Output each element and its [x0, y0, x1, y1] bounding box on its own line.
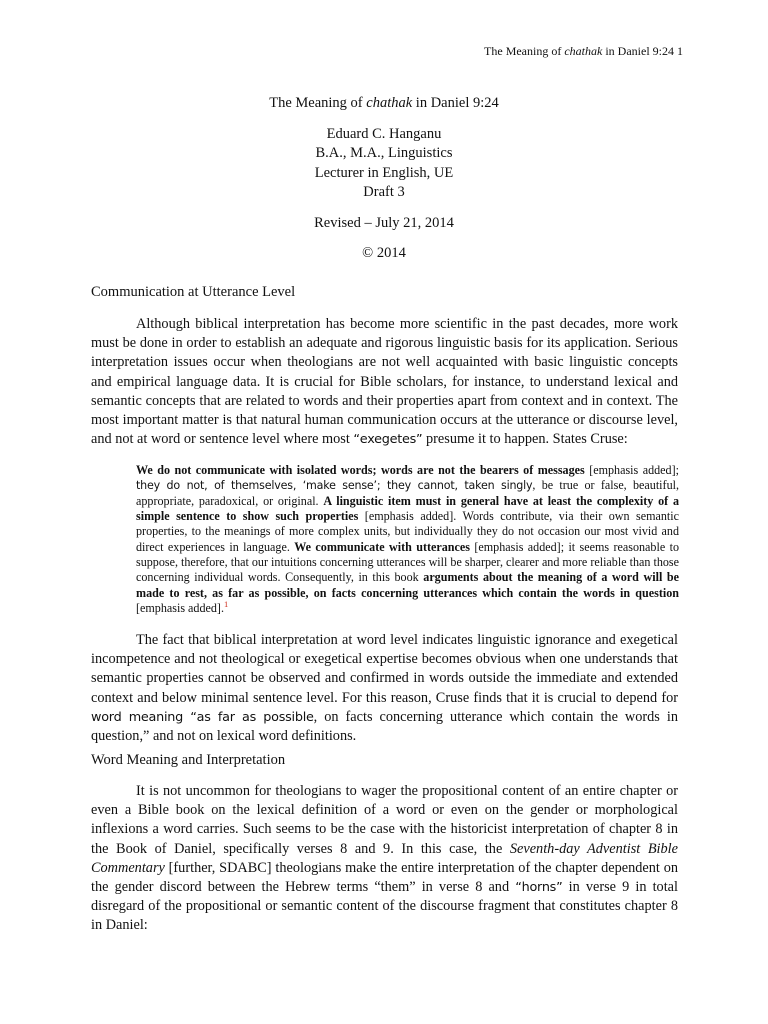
paragraph-word-level: The fact that biblical interpretation at word level indicates linguistic ignorance and exegetical incompetence and not theological or exegetical expertise becomes obvious when one understands that semantic properties cannot be observed and confirmed in words outside the immediate and extended context and below minimal sentence level. For this reason, Cruse finds that it is crucial to depend for word meaning “as far as possible, on facts concerning utterance which contain the words in question,” and not on lexical word definitions. [91, 632, 678, 745]
paragraph-daniel: It is not uncommon for theologians to wager the propositional content of an entire chapter or even a Bible book on the lexical definition of a word or even on the gender or morphological inflexions a word carries. Such seems to be the case with the historicist interpretation of chapter 8 in the Book of Daniel, specifically verses 8 and 9. In this case, the Seventh-day Adventist Bible Commentary [further, SDABC] theologians make the entire interpretation of the chapter dependent on the gender discord between the Hebrew terms “them” in verse 8 and “horns” in verse 9 in total disregard of the propositional or semantic content of the discourse fragment that constitutes chapter 8 in Daniel: [91, 783, 678, 934]
author-name: Eduard C. Hanganu [326, 125, 442, 142]
page-number: 1 [677, 44, 683, 58]
section-heading-utterance: Communication at Utterance Level [91, 284, 296, 300]
document-title: The Meaning of chathak in Daniel 9:24 [269, 95, 499, 111]
author-position: Lecturer in English, UE [314, 164, 454, 181]
footnote-reference[interactable]: 1 [224, 599, 229, 610]
section-heading-word-meaning: Word Meaning and Interpretation [91, 752, 286, 768]
author-degrees: B.A., M.A., Linguistics [315, 145, 453, 161]
title-block [91, 94, 677, 264]
running-header: The Meaning of chathak in Daniel 9:24 1 [484, 44, 683, 58]
paragraph-intro: Although biblical interpretation has become more scientific in the past decades, more work must be done in order to establish an adequate and rigorous linguistic basis for its application. Serious interpretation issues occur when theologians are not well acquainted with basic linguistic concepts and empirical language data. It is crucial for Bible scholars, for instance, to understand lexical and semantic concepts that are related to words and their properties apart from context and in context. The most important matter is that natural human communication occurs at the utterance or discourse level, and not at word or sentence level where most “exegetes” presume it to happen. States Cruse: [91, 316, 678, 448]
copyright-notice: © 2014 [362, 245, 406, 261]
block-quote-cruse: We do not communicate with isolated words; words are not the bearers of messages [emphasis added]; they do not, of themselves, ‘make sense’; they cannot, taken singly, be true or false, beautiful, appropriate, paradoxical, or original. A linguistic item must in general have at least the complexity of a simple sentence to show such properties [emphasis added]. Words contribute, via their own semantic properties, to the meanings of more complex units, but individually they do not occasion our most vivid and direct experiences in language. We communicate with utterances [emphasis added]; it seems reasonable to suppose, therefore, that our intuitions concerning utterances will be sharper, clearer and more reliable than those concerning individual words. Consequently, in this book arguments about the meaning of a word will be made to rest, as far as possible, on facts concerning utterances which contain the words in question [emphasis added].$^1$ [136, 463, 679, 616]
draft-label: Draft 3 [363, 184, 405, 200]
revised-date: Revised – July 21, 2014 [314, 214, 454, 231]
